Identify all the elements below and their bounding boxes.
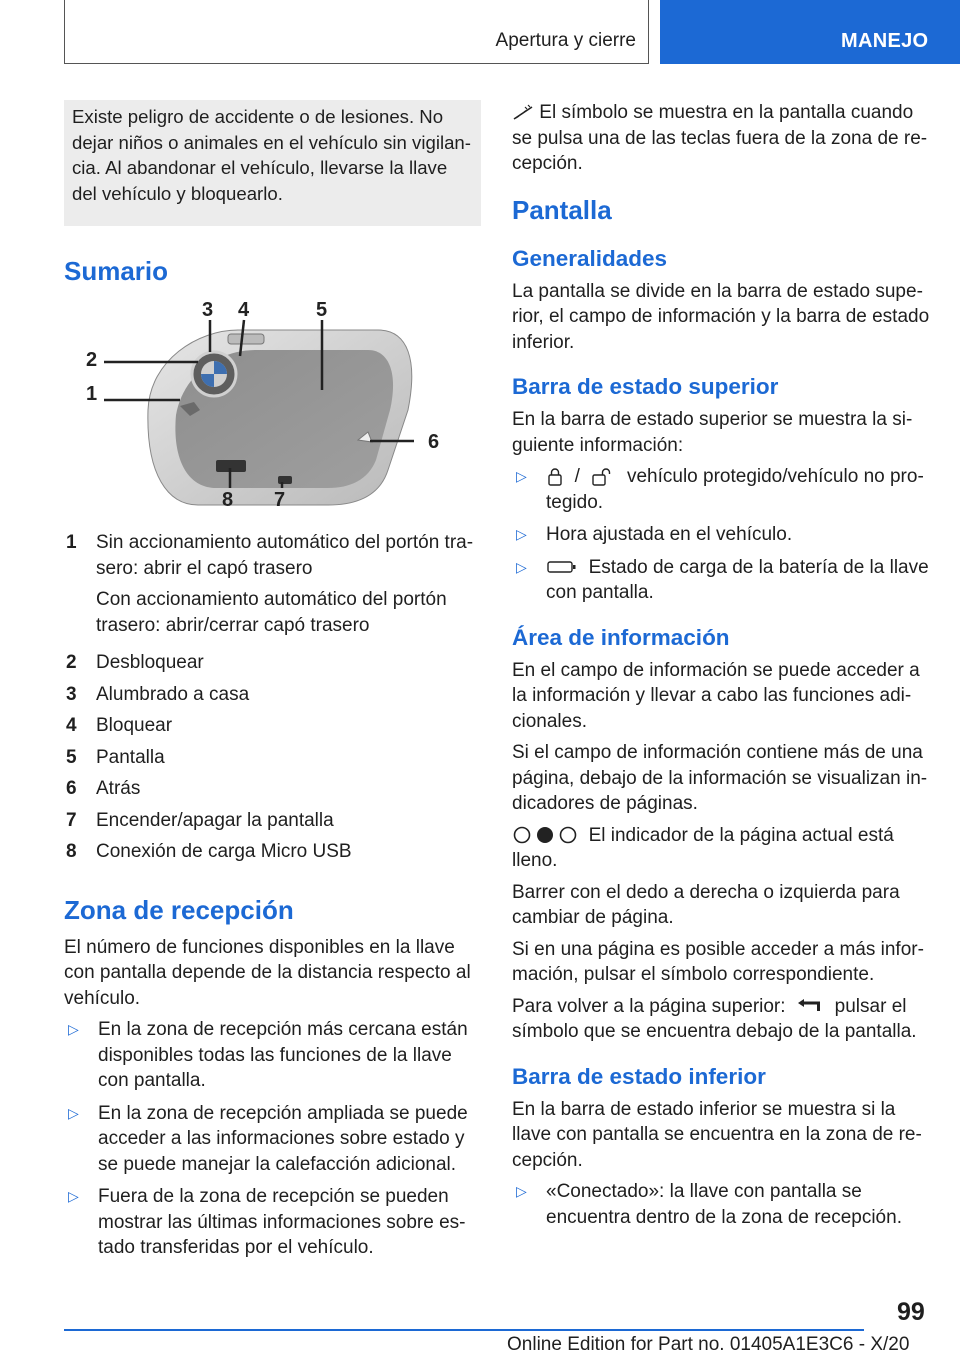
header-chapter-tab[interactable] <box>660 0 960 64</box>
footer-divider <box>64 1329 864 1331</box>
zona-heading: Zona de recepción <box>64 894 294 925</box>
figure-label-7: 7 <box>274 489 286 511</box>
back-instruction-b: pulsar el símbolo que se encuentra debajo de la pantalla. <box>512 995 917 1042</box>
figure-label-4: 4 <box>238 299 250 321</box>
legend-text: Sin accionamiento automático del portón trasero: abrir el capó trasero <box>96 532 474 579</box>
legend-item <box>64 808 481 834</box>
legend-item <box>64 776 481 802</box>
bullet-text: «Conectado»: la llave con pantalla se encuentra dentro de la zona de recepción. <box>546 1181 902 1228</box>
zona-intro: El número de funciones disponibles en la llave con pantalla depende de la distancia respecto al vehículo. <box>64 936 471 1009</box>
legend-number: 4 <box>66 715 77 736</box>
triangle-bullet-icon: ▷ <box>68 1021 79 1037</box>
superior-heading: Barra de estado superior <box>512 374 779 399</box>
bullet-text: En la zona de recepción ampliada se puede acceder a las informaciones sobre estado y se puede manejar la calefacción adicional. <box>98 1102 468 1175</box>
lock-separator: / <box>574 466 580 487</box>
legend-number: 2 <box>66 652 77 673</box>
area-paragraph: En el campo de información se puede acceder a la información y llevar a cabo las funciones adicionales. <box>512 659 920 732</box>
lock-open-icon <box>590 467 616 487</box>
bullet-text: Hora ajustada en el vehículo. <box>546 524 793 545</box>
back-instruction-a: Para volver a la página superior: <box>512 995 786 1017</box>
triangle-bullet-icon: ▷ <box>516 558 527 575</box>
bullet-text: Fuera de la zona de recepción se pueden mostrar las últimas informaciones sobre estado transferidas por el vehículo. <box>98 1186 466 1258</box>
triangle-bullet-icon: ▷ <box>516 1183 527 1199</box>
legend-item <box>64 713 481 739</box>
list-item <box>512 464 930 515</box>
triangle-bullet-icon: ▷ <box>68 1188 79 1204</box>
sumario-heading: Sumario <box>64 256 169 286</box>
legend-text: Encender/apagar la pantalla <box>96 809 334 831</box>
figure-label-3: 3 <box>202 299 214 321</box>
area-dots-text: El indicador de la página actual está lleno. <box>512 824 894 871</box>
area-paragraph <box>512 994 930 1045</box>
warning-box <box>64 100 481 226</box>
legend-text: Con accionamiento automático del portón trasero: abrir/cerrar capó trasero <box>96 589 447 636</box>
area-heading: Área de información <box>512 624 730 650</box>
display-key-illustration <box>88 300 448 524</box>
bullet-text: Estado de carga de la batería de la llave con pantalla. <box>546 556 929 603</box>
legend-text: Desbloquear <box>96 652 204 673</box>
legend-item <box>64 530 481 644</box>
area-paragraph: Si el campo de información contiene más de una página, debajo de la información se visualizan indicadores de páginas. <box>512 742 928 814</box>
list-item <box>64 1101 481 1178</box>
triangle-bullet-icon: ▷ <box>516 526 527 542</box>
area-paragraph: Si en una página es posible acceder a más información, pulsar el símbolo correspondiente. <box>512 938 924 985</box>
list-item <box>512 1179 930 1230</box>
header-chapter-label: MANEJO <box>841 30 929 52</box>
lock-closed-icon <box>546 467 564 487</box>
legend-number: 1 <box>66 532 77 553</box>
battery-icon <box>546 559 578 575</box>
figure-label-8: 8 <box>222 489 234 511</box>
header-section-title: Apertura y cierre <box>495 30 636 51</box>
right-column <box>512 100 930 1237</box>
legend-list <box>64 530 481 865</box>
generalidades-heading: Generalidades <box>512 245 668 271</box>
legend-item <box>64 682 481 708</box>
left-column <box>64 100 481 1268</box>
legend-number: 7 <box>66 809 77 831</box>
legend-text: Pantalla <box>96 746 165 768</box>
legend-item <box>64 745 481 771</box>
inferior-intro: En la barra de estado inferior se muestra si la llave con pantalla se encuentra en la zona de recepción. <box>512 1098 922 1171</box>
legend-text: Bloquear <box>96 715 173 736</box>
legend-number: 5 <box>66 746 77 768</box>
figure-label-2: 2 <box>86 349 98 371</box>
no-signal-icon <box>512 104 534 122</box>
legend-text: Alumbrado a casa <box>96 683 250 705</box>
legend-number: 6 <box>66 778 77 799</box>
legend-number: 3 <box>66 683 77 705</box>
legend-text: Conexión de carga Micro USB <box>96 841 352 862</box>
generalidades-text: La pantalla se divide en la barra de estado superior, el campo de información y la barra de estado inferior. <box>512 280 930 353</box>
symbol-note <box>512 100 930 177</box>
legend-number: 8 <box>66 841 77 862</box>
legend-item <box>64 839 481 865</box>
warning-text: Existe peligro de accidente o de lesiones. No dejar niños o animales en el vehículo sin vigilancia. Al abandonar el vehículo, llevarse la llave del vehículo y bloquearlo. <box>72 106 471 204</box>
figure-label-6: 6 <box>428 431 440 453</box>
bullet-text: En la zona de recepción más cercana están disponibles todas las funciones de la llave con pantalla. <box>98 1019 468 1091</box>
figure-label-1: 1 <box>86 383 98 405</box>
page-number: 99 <box>897 1298 925 1326</box>
area-paragraph <box>512 823 930 874</box>
legend-text: Atrás <box>96 778 141 799</box>
inferior-heading: Barra de estado inferior <box>512 1063 766 1089</box>
bullet-text: vehículo protegido/vehículo no protegido. <box>546 466 924 513</box>
display-key-figure <box>88 300 448 524</box>
list-item <box>64 1017 481 1094</box>
footer-edition: Online Edition for Part no. 01405A1E3C6 - X/20 <box>507 1334 910 1355</box>
superior-intro: En la barra de estado superior se muestra la siguiente información: <box>512 409 913 456</box>
list-item <box>512 555 930 606</box>
figure-label-5: 5 <box>316 299 328 321</box>
list-item <box>512 522 930 548</box>
triangle-bullet-icon: ▷ <box>516 468 527 484</box>
legend-item <box>64 650 481 676</box>
page-dots-icon <box>512 825 578 845</box>
list-item <box>64 1184 481 1261</box>
area-paragraph: Barrer con el dedo a derecha o izquierda para cambiar de página. <box>512 881 900 928</box>
back-arrow-icon <box>796 997 824 1015</box>
pantalla-heading: Pantalla <box>512 194 612 225</box>
triangle-bullet-icon: ▷ <box>68 1104 79 1121</box>
symbol-note-text: El símbolo se muestra en la pantalla cuando se pulsa una de las teclas fuera de la zona de recepción. <box>512 102 928 174</box>
header-section-box <box>64 0 649 64</box>
